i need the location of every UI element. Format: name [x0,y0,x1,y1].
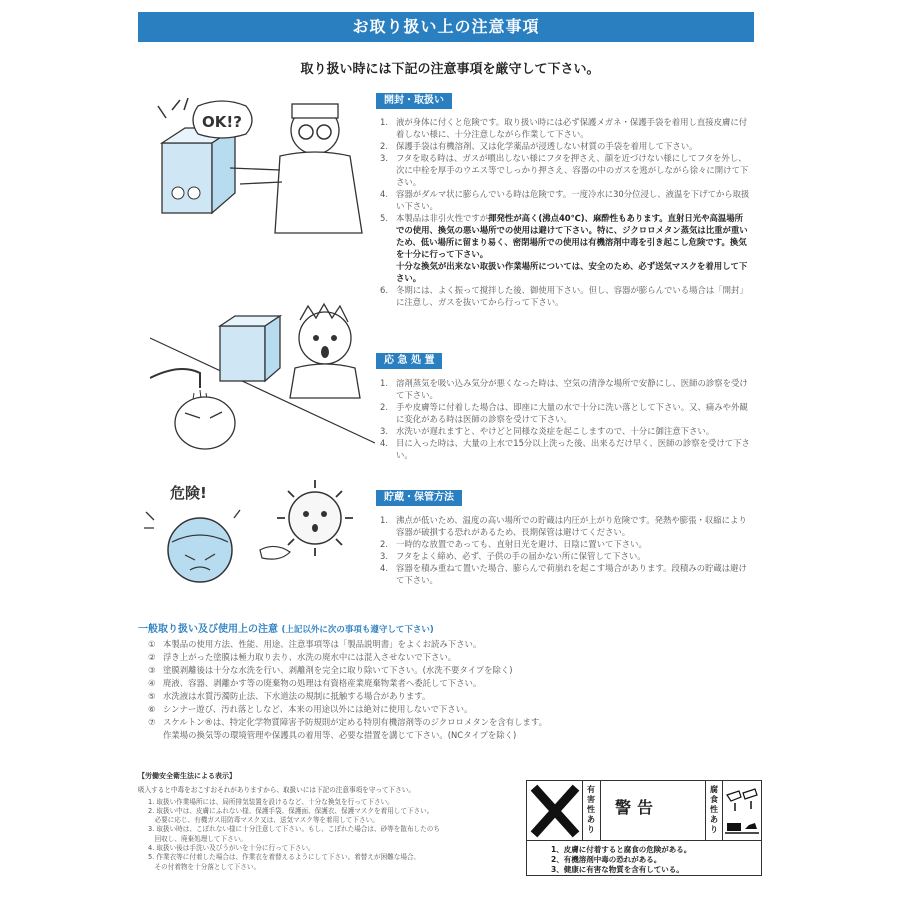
list-item: 2. 一時的な放置であっても、直射日光を避け、日陰に置いて下さい。 [380,539,647,549]
first-aid-illustration [150,298,375,458]
hazard-statements [551,845,691,875]
list-item: 1. 液が身体に付くと危険です。取り扱い時には必ず保護メガネ・保護手袋を着用し直接皮膚に付着しない様に、十分注意しながら作業して下さい。 [380,117,748,139]
list-item: 2. 取扱い中は、皮膚にふれない様、保護手袋、保護面、保護衣、保護マスクを着用して下さい。 [148,806,434,815]
law-notice [138,772,508,872]
list-item: 2、有機溶剤中毒の恐れがある。 [551,855,662,864]
list-item: ② 浮き上がった塗膜は極力取り去り、水洗の廃水中には混入させないで下さい。 [148,652,457,662]
list-item: 4. 容器を積み重ねて置いた場合、膨らんで荷崩れを起こす場合があります。段積みの貯蔵は避けて下さい。 [380,563,747,585]
list-item: ④ 廃液、容器、剥離かす等の廃棄物の処理は有資格産業廃棄物業者へ委託して下さい。 [148,678,482,688]
harmful-symbol-cell [527,781,583,841]
general-list [148,638,768,742]
harmful-text: 有害性あり [587,785,595,834]
list-item: ⑤ 水洗液は水質汚濁防止法、下水道法の規制に抵触する場合があります。 [148,691,431,701]
list-item: ③ 塗膜剥離後は十分な水洗を行い、剥離剤を完全に取り除いて下さい。(水洗不要タイプを除く) [148,665,513,675]
storage-illustration [140,470,375,590]
list-item: 4. 取扱い後は手洗い及びうがいを十分に行って下さい。 [148,844,315,853]
list-item: 5. 本製品は非引火性ですが揮発性が高く(沸点40℃)、麻酔性もあります。直射日光や高温場所での使用、換気の悪い場所での使用は避けて下さい。特に、ジクロロメタン蒸気は比重が重いため、低い場所に留まり易く、密閉場所での使用は有機溶剤中毒を引き起こし危険です。換気を十分に行って下さい。 十分な換気が出来ない取扱い作業場所については、安全のため、必ず送気マスクを着用して下さい。 [380,213,748,283]
page-title: お取り扱い上の注意事項 [138,12,754,42]
list-item: 1. 沸点が低いため、温度の高い場所での貯蔵は内圧が上がり危険です。発熱や膨張・収縮により容器が破損する恐れがあるため、長期保管は避けてください。 [380,515,747,537]
cross-icon [527,781,583,841]
opening-list [380,116,750,308]
list-item: 6. 冬期には、よく振って撹拌した後、御使用下さい。但し、容器が膨らんでいる場合は「開封」に注意し、ガスを抜いてから行って下さい。 [380,285,748,307]
section-label-emergency: 応 急 処 置 [376,353,442,369]
list-item: その付着物を十分落として下さい。 [148,862,261,871]
general-heading-note: (上記以外に次の事項も遵守して下さい) [281,625,434,635]
corrosive-text: 腐食性あり [710,785,718,834]
list-item: 2. 保護手袋は有機溶剤、又は化学薬品が浸透しない材質の手袋を着用して下さい。 [380,141,698,151]
section-label-opening: 開封・取扱い [376,93,452,109]
general-heading: 一般取り扱い及び使用上の注意 (上記以外に次の事項も遵守して下さい) [138,624,434,635]
opening-illustration [150,98,375,238]
list-item: 2. 手や皮膚等に付着した場合は、即座に大量の水で十分に洗い落として下さい。又、痛みや外観に変化がある時は医師の診察を受けて下さい。 [380,402,748,424]
corrosion-icon [723,781,761,841]
list-item: 4. 目に入った時は、大量の上水で15分以上洗った後、出来るだけ早く、医師の診察を受けて下さい。 [380,438,750,460]
list-item: 1. 溶剤蒸気を吸い込み気分が悪くなった時は、空気の清浄な場所で安静にし、医師の診察を受けて下さい。 [380,378,748,400]
list-item: ① 本製品の使用方法、性能、用途、注意事項等は「製品説明書」をよくお読み下さい。 [148,639,482,649]
list-item: ⑦ スケルトン®は、特定化学物質障害予防規則が定める特別有機溶剤等のジクロロメタンを含有します。 [148,717,547,727]
warning-word: 警告 [615,798,660,817]
ok-text: OK!? [202,113,242,131]
danger-text: 危険! [170,484,207,502]
storage-list [380,514,750,586]
page-subtitle: 取り扱い時には下記の注意事項を厳守して下さい。 [300,62,600,77]
container-shape [162,143,212,213]
emergency-list [380,377,750,461]
list-item: ⑥ シンナー遊び、汚れ落としなど、本来の用途以外には絶対に使用しないで下さい。 [148,704,473,714]
list-item: 作業場の換気等の環境管理や保護具の着用等、必要な措置を講じて下さい。(NCタイプを除く) [163,730,517,740]
hazard-label [526,780,762,876]
list-item: 3. フタを取る時は、ガスが噴出しない様にフタを押さえ、顔を近づけない様にしてフタを外し、次に中栓を厚手のウエス等でしっかり押さえ、容器の中のガスを逃がしながら徐々に開けて下さい。 [380,153,749,187]
list-item: 3. 取扱い時は、こぼれない様に十分注意して下さい。もし、こぼれた場合は、砂等を散布したのち [148,825,440,834]
list-item: 4. 容器がダルマ状に膨らんでいる時は危険です。一度冷水に30分位浸し、液温を下げてから取扱い下さい。 [380,189,750,211]
law-list [138,798,508,872]
container-shape [168,518,232,582]
list-item: 5. 作業衣等に付着した場合は、作業衣を着替えるようにして下さい。着替えが困難な場合、 [148,853,421,862]
list-item: 3. 水洗いが遅れますと、やけどと同様な炎症を起こしますので、十分に御注意下さい。 [380,426,715,436]
list-item: 回収し、廃棄処理して下さい。 [148,834,247,843]
section-label-storage: 貯蔵・保管方法 [376,490,462,506]
sun-shape [289,492,341,544]
list-item: 3. フタをよく締め、必ず、子供の手の届かない所に保管して下さい。 [380,551,646,561]
list-item: 3、健康に有害な物質を含有している。 [551,865,684,874]
law-intro: 吸入すると中毒をおこすおそれがありますから、取扱いには下記の注意事項を守って下さい。 [138,786,415,795]
list-item: 必要に応じ、有機ガス用防毒マスク又は、送気マスク等を着用して下さい。 [148,816,379,825]
container-shape [220,326,265,381]
list-item: 1、皮膚に付着すると腐食の危険がある。 [551,845,692,854]
law-title: 【労働安全衛生法による表示】 [138,772,236,780]
list-item: 1. 取扱い作業場所には、局所排気装置を設けるなど、十分な換気を行って下さい。 [148,797,394,806]
